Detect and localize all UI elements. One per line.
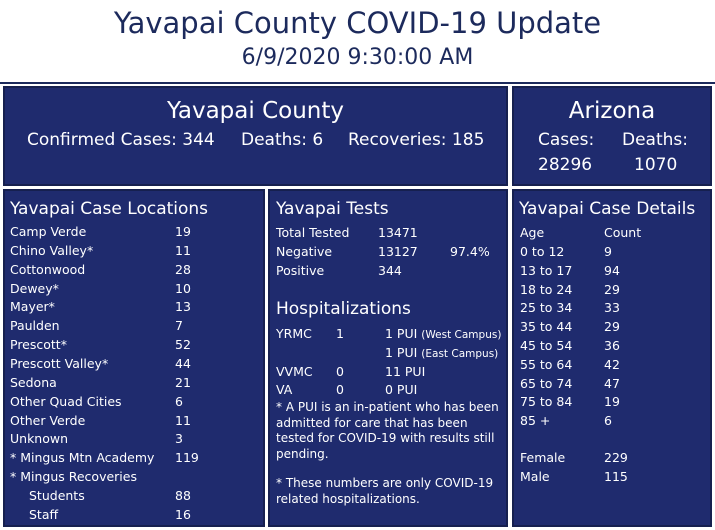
location-count: 28: [175, 261, 191, 277]
location-count: 52: [175, 337, 191, 353]
location-name: Staff: [29, 506, 59, 522]
age-range: 18 to 24: [520, 281, 573, 297]
location-count: 21: [175, 374, 191, 390]
count-header: Count: [604, 225, 642, 240]
vvmc-count: 0: [336, 364, 344, 379]
age-count: 29: [604, 319, 620, 335]
arizona-deaths-label: Deaths:: [622, 130, 688, 150]
location-count: 6: [175, 393, 183, 409]
location-count: 10: [175, 280, 191, 296]
male-label: Male: [520, 469, 550, 484]
location-count: 11: [175, 412, 191, 428]
arizona-deaths-value: 1070: [634, 155, 678, 175]
age-range: 75 to 84: [520, 394, 573, 410]
age-count: 36: [604, 338, 620, 353]
county-deaths: Deaths: 6: [241, 130, 324, 150]
age-count: 6: [604, 413, 612, 429]
va-label: VA: [276, 382, 293, 397]
positive-label: Positive: [276, 263, 325, 278]
vvmc-label: VVMC: [276, 364, 313, 379]
pui-definition-note: * A PUI is an in-patient who has been admitted for care that has been tested for COVID-19 with results still pending.: [276, 400, 499, 461]
hospitalizations-title: Hospitalizations: [276, 299, 411, 319]
va-pui: 0 PUI: [385, 382, 418, 397]
location-count: 19: [175, 224, 191, 239]
age-range: 0 to 12: [520, 244, 565, 259]
age-count: 94: [604, 262, 620, 278]
female-label: Female: [520, 450, 566, 465]
east-campus-note: (East Campus): [421, 348, 499, 360]
age-range: 25 to 34: [520, 300, 573, 316]
location-name: Cottonwood: [10, 261, 86, 277]
yrmc-east-pui: [385, 345, 498, 362]
location-name: Unknown: [10, 431, 69, 447]
yrmc-count: 1: [336, 326, 344, 341]
location-name: Paulden: [10, 318, 60, 334]
header-divider: [0, 82, 715, 84]
negative-percent: 97.4%: [450, 244, 490, 259]
age-header: Age: [520, 225, 545, 240]
page-title: Yavapai County COVID-19 Update: [113, 6, 602, 40]
location-name: Chino Valley*: [10, 242, 94, 258]
total-tested-label: Total Tested: [276, 225, 350, 240]
location-name: Other Verde: [10, 412, 86, 428]
yrmc-east-pui-value: 1 PUI: [385, 345, 418, 360]
location-count: 88: [175, 487, 191, 503]
location-name: * Mingus Mtn Academy: [10, 450, 155, 466]
location-count: 13: [175, 299, 191, 315]
age-range: 13 to 17: [520, 262, 573, 278]
location-name: * Mingus Recoveries: [10, 469, 137, 485]
update-datetime: 6/9/2020 9:30:00 AM: [241, 45, 474, 70]
location-count: 119: [175, 450, 199, 466]
age-range: 45 to 54: [520, 338, 573, 353]
location-name: Other Quad Cities: [10, 393, 122, 409]
total-tested-value: 13471: [378, 225, 418, 240]
county-summary-panel: [3, 86, 508, 186]
positive-value: 344: [378, 263, 402, 278]
arizona-cases-label: Cases:: [538, 130, 595, 150]
location-name: Prescott*: [10, 337, 67, 353]
tests-title: Yavapai Tests: [276, 199, 389, 219]
location-count: 44: [175, 355, 191, 371]
arizona-cases-value: 28296: [538, 155, 593, 175]
west-campus-note: (West Campus): [421, 329, 502, 341]
age-range: 55 to 64: [520, 356, 573, 372]
location-name: Prescott Valley*: [10, 355, 109, 371]
age-count: 19: [604, 394, 620, 410]
va-count: 0: [336, 382, 344, 397]
arizona-summary-panel: [512, 86, 712, 186]
location-name: Dewey*: [10, 280, 59, 296]
case-locations-panel: [3, 189, 265, 527]
age-count: 47: [604, 375, 620, 391]
yrmc-west-pui-value: 1 PUI: [385, 326, 418, 341]
location-name: Students: [29, 487, 85, 503]
county-name: Yavapai County: [167, 98, 344, 124]
age-count: 42: [604, 356, 620, 372]
tests-panel: [268, 189, 508, 527]
female-count: 229: [604, 450, 628, 465]
arizona-name: Arizona: [568, 98, 656, 124]
case-details-title: Yavapai Case Details: [519, 199, 696, 219]
yrmc-label: YRMC: [276, 326, 312, 341]
age-range: 85 +: [520, 413, 551, 429]
negative-value: 13127: [378, 244, 418, 259]
county-confirmed-cases: Confirmed Cases: 344: [27, 130, 215, 150]
location-name: Sedona: [10, 374, 57, 390]
location-name: Camp Verde: [10, 224, 87, 239]
age-count: 9: [604, 244, 612, 259]
negative-label: Negative: [276, 244, 333, 259]
age-count: 33: [604, 300, 620, 316]
male-count: 115: [604, 469, 628, 484]
location-count: 3: [175, 431, 183, 447]
location-count: 7: [175, 318, 183, 334]
yrmc-west-pui: [385, 326, 501, 343]
location-count: 16: [175, 506, 191, 522]
age-range: 35 to 44: [520, 319, 573, 335]
case-details-panel: [512, 189, 712, 527]
age-count: 29: [604, 281, 620, 297]
case-locations-title: Yavapai Case Locations: [10, 199, 209, 219]
age-range: 65 to 74: [520, 375, 573, 391]
location-count: 11: [175, 242, 191, 258]
vvmc-pui: 11 PUI: [385, 364, 426, 379]
location-name: Mayer*: [10, 299, 55, 315]
hospitalization-scope-note: * These numbers are only COVID-19 related hospitalizations.: [276, 476, 494, 506]
county-recoveries: Recoveries: 185: [348, 130, 485, 150]
